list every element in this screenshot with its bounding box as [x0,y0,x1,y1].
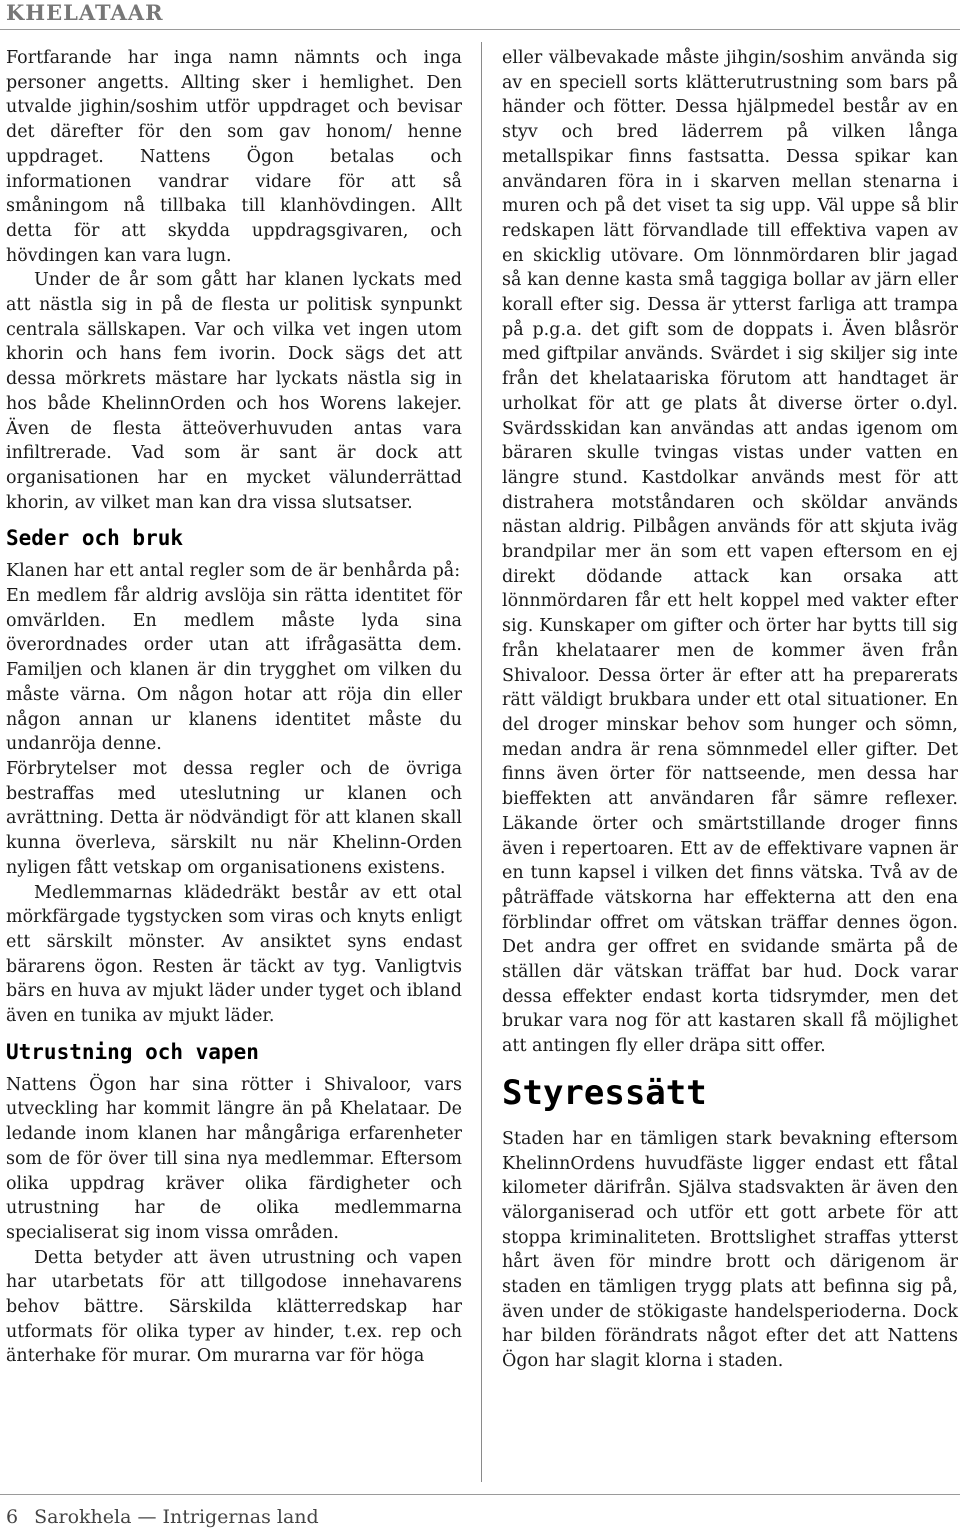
paragraph: Nattens Ögon har sina rötter i Shivaloor, vars utveckling har kommit längre än på Khelataar. De ledande inom klanen har mångåriga erfarenheter som de för över till sina nya medlemmar. Eftersom olika uppdrag kräver olika färdigheter och utrustning har de olika medlemmarna specialiserat sig inom vissa områden. [6,1074,462,1243]
header-rule [0,29,960,30]
page-footer [6,1506,319,1528]
paragraph: Staden har en tämligen stark bevakning eftersom KhelinnOrdens huvudfäste ligger endast ett fåtal kilometer därifrån. Själva stadsvakten är även den välorganiserad och utför ett gott arbete för att stoppa kriminaliteten. Brottslighet straffas ytterst hårt även för mindre brott och därigenom är staden en tämligen trygg plats att befinna sig på, även under de stökigaste handelsperioderna. Dock har bilden förändrats något efter det att Nattens Ögon har slagit klorna i staden. [502,1128,958,1372]
section-heading-utrustning: Utrustning och vapen [6,1039,259,1064]
page-number: 6 [6,1506,19,1528]
right-column [502,46,958,1374]
paragraph: Medlemmarnas klädedräkt består av ett otal mörkfärgade tygstycken som viras och knyts enligt ett särskilt mönster. Av ansiktet syns endast bärarens ögon. Resten är täckt av tyg. Vanligtvis bärs en huva av mjukt läder under tyget och ibland även en tunika av mjukt läder. [6,882,462,1027]
paragraph: eller välbevakade måste jihgin/soshim använda sig av en speciell sorts klätterutrustning som bars på händer och fötter. Dessa hjälpmedel består av en styv och bred läderrem på vilken långa metallspikar finns fastsatta. Dessa spikar kan användaren föra in i skarven mellan stenarna i muren och på det viset ta sig upp. Väl uppe så blir redskapen lätt förvandlade till effektiva vapen av en skicklig utövare. Om lönnmördaren blir jagad så kan denne kasta små taggiga bollar av järn eller korall efter sig. Dessa är ytterst farliga att trampa på p.g.a. det gift som de doppats i. Även blåsrör med giftpilar används. Svärdet i sig skiljer sig inte från det khelataariska förutom att handtaget är urholkat för att ge plats åt diverse örter o.dyl. Svärdsskidan kan användas att andas igenom om bäraren skulle tvingas vistas under vatten en längre stund. Kastdolkar används mest för att distrahera motståndaren och sköldar används nästan aldrig. Pilbågen används för att skjuta iväg brandpilar mer än som ett vapen eftersom en ej direkt dödande attack kan orsaka att lönnmördaren får ett helt koppel med vakter efter sig. Kunskaper om gifter och örter har bytts till sig från khelataarer men de kommer även från Shivaloor. Dessa örter är efter att ha preparerats rätt väldigt brukbara under ett otal situationer. En del droger minskar behov som hunger och sömn, medan andra är rena sömnmedel eller gifter. Det finns även örter för nattseende, men dessa har bieffekten att användaren får sämre reflexer. Läkande örter och smärtstillande droger finns även i repertoaren. Ett av de effektivare vapnen är en tunn kapsel i vilken det finns vätska. Två av de påträffade vätskorna har effekterna att den ena förblindar offret om vätskan träffar dennes ögon. Det andra ger offret en svidande smärta på de ställen där vätskan träffat bar hud. Dock varar dessa effekter endast korta tidsrymder, men det brukar vara nog för att kastaren skall få möjlighet att antingen fly eller dräpa sitt offer. [502,48,958,1057]
paragraph: Detta betyder att även utrustning och vapen har utarbetats för att tillgodose innehavarens behov bättre. Särskilda klätterredskap har utformats för olika typer av hinder, t.ex. rep och änterhake för murar. Om murarna var för höga [6,1247,462,1367]
paragraph: Under de år som gått har klanen lyckats med att nästla sig in på de flesta ur politisk synpunkt centrala sällskapen. Var och vilka vet ingen utom khorin och hans fem ivorin. Dock sägs det att dessa mörkrets mästare har lyckats nästla sig in hos både KhelinnOrden och hos Worens lakejer. Även de flesta ätteöverhuvuden antas vara infiltrerade. Vad som är sant är dock att organisationen har en mycket välunderrättad khorin, av vilket man kan dra vissa slutsatser. [6,270,462,513]
paragraph: Fortfarande har inga namn nämnts och inga personer angetts. Allting sker i hemlighet. Den utvalde jighin/soshim utför uppdraget och bevisar det därefter för den som gav honom/ henne uppdraget. Nattens Ögon betalas och informationen vandrar vidare för att så småningom nå tillbaka till klanhövdingen. Allt detta för att skydda uppdragsgivaren, och hövdingen kan vara lugn. [6,48,462,266]
left-column [6,46,462,1369]
paragraph: Klanen har ett antal regler som de är benhårda på: [6,561,461,582]
book-title: Sarokhela — Intrigernas land [34,1506,319,1528]
footer-rule [0,1494,960,1495]
column-divider [481,42,482,1482]
running-header: KHELATAAR [6,0,164,25]
paragraph: Förbrytelser mot dessa regler och de övriga bestraffas med uteslutning ur klanen och avrättning. Detta är nödvändigt för att klanen skall kunna överleva, särskilt nu när Khelinn-Orden nyligen fått vetskap om organisationens existens. [6,758,462,878]
paragraph: En medlem får aldrig avslöja sin rätta identitet för omvärlden. En medlem måste lyda sina överordnades order utan att ifrågasätta dem. Familjen och klanen är din trygghet om vilken du måste värna. Om någon hotar att röja din eller någon annan ur klanens identitet måste du undanröja denne. [6,586,462,755]
section-heading-styressatt: Styressätt [502,1072,707,1113]
section-heading-seder: Seder och bruk [6,526,184,551]
